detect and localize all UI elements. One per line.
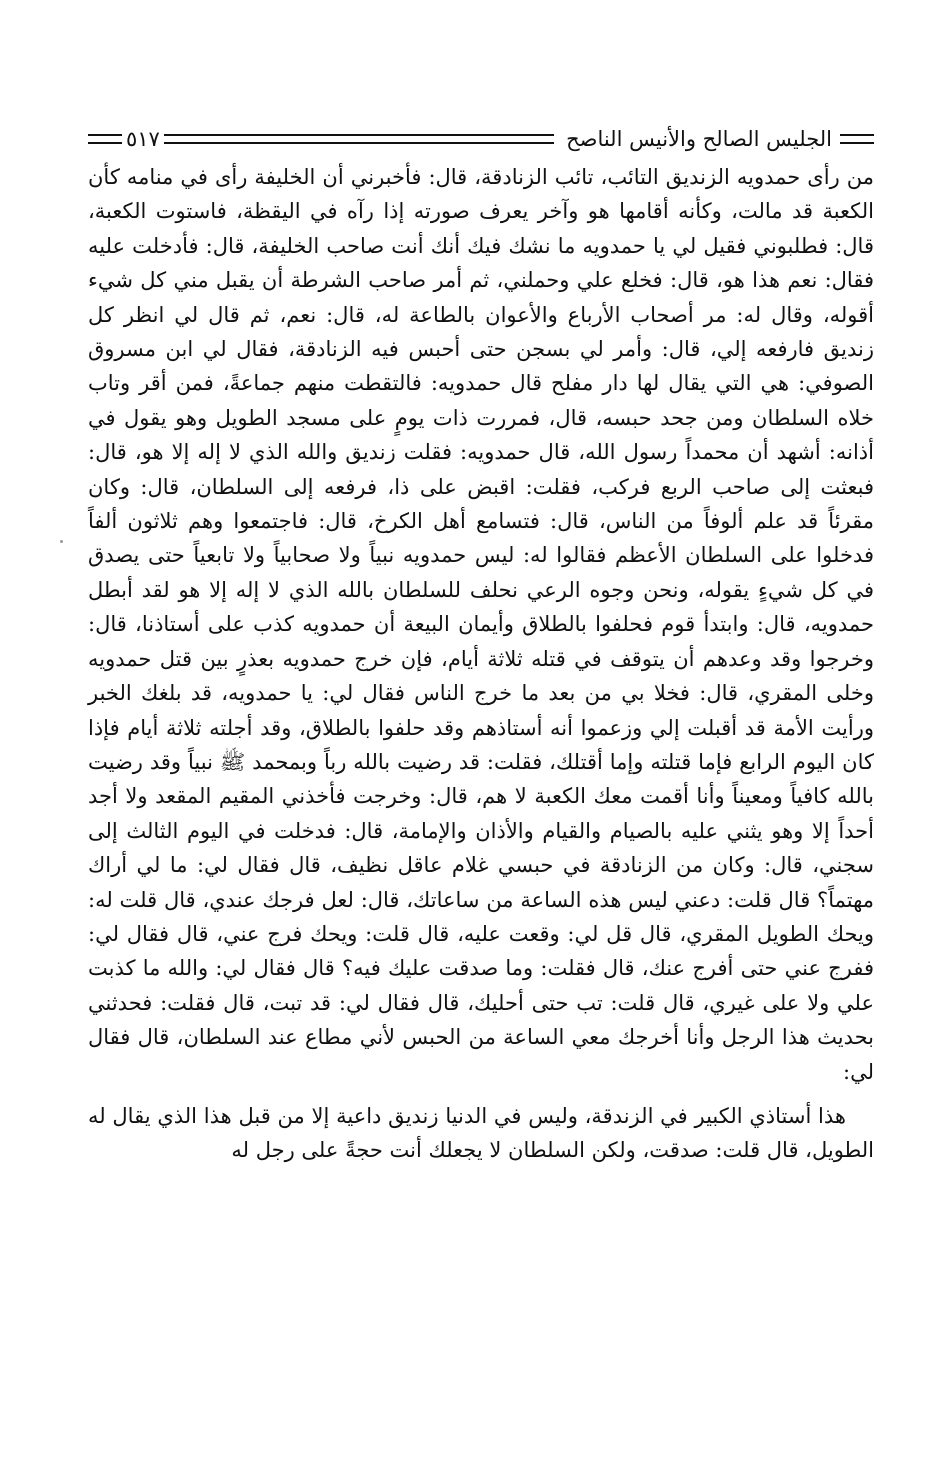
running-title: الجليس الصالح والأنيس الناصح	[566, 127, 832, 151]
header-rule-middle	[164, 134, 554, 144]
body-paragraph-1: من رأى حمدويه الزنديق التائب، تائب الزنادقة، قال: فأخبرني أن الخليفة رأى في منامه كأن الكعبة قد مالت، وكأنه أقامها هو وآخر يعرف صورته إذا رآه في اليقظة، فاستوت الكعبة، قال: فطلبوني فقيل لي يا حمدويه ما نشك فيك أنك أنت صاحب الخليفة، قال: فأدخلت عليه فقال: نعم هذا هو، قال: فخلع علي وحملني، ثم أمر صاحب الشرطة أن يقبل مني كل شيء أقوله، وقال له: مر أصحاب الأرباع والأعوان بالطاعة له، قال: نعم، ثم قال لي انظر كل زنديق فارفعه إلي، قال: وأمر لي بسجن حتى أحبس فيه الزنادقة، فقال لي ابن مسروق الصوفي: هي التي يقال لها دار مفلح قال حمدويه: فالتقطت منهم جماعةً، فمن أقر وتاب خلاه السلطان ومن جحد حبسه، قال، فمررت ذات يومٍ على مسجد الطويل وهو يقول في أذانه: أشهد أن محمداً رسول الله، قال حمدويه: فقلت زنديق والله الذي لا إله إلا هو، قال: فبعثت إلى صاحب الربع فركب، فقلت: اقبض على ذا، فرفعه إلى السلطان، قال: وكان مقرئاً قد علم ألوفاً من الناس، قال: فتسامع أهل الكرخ، قال: فاجتمعوا وهم ثلاثون ألفاً فدخلوا على السلطان الأعظم فقالوا له: ليس حمدويه نبياً ولا صحابياً ولا تابعياً حتى يصدق في كل شيءٍ يقوله، ونحن وجوه الرعي نحلف للسلطان بالله الذي لا إله إلا هو لقد أبطل حمدويه، قال: وابتدأ قوم فحلفوا بالطلاق وأيمان البيعة أن حمدويه كذب على أستاذنا، قال: وخرجوا وقد وعدهم أن يتوقف في قتله ثلاثة أيام، فإن خرج حمدويه بعذرٍ بين قتل حمدويه وخلى المقري، قال: فخلا بي من بعد ما خرج الناس فقال لي: يا حمدويه، قد بلغك الخبر ورأيت الأمة قد أقبلت إلي وزعموا أنه أستاذهم وقد حلفوا بالطلاق، وقد أجلته ثلاثة أيام فإذا كان اليوم الرابع فإما قتلته وإما أقتلك، فقلت: قد رضيت بالله رباً وبمحمد ﷺ نبياً وقد رضيت بالله كافياً ومعيناً وأنا أقمت معك الكعبة لا هم، قال: وخرجت فأخذني المقيم المقعد ولا أجد أحداً إلا وهو يثني عليه بالصيام والقيام والأذان والإمامة، قال: فدخلت في اليوم الثالث إلى سجني، قال: وكان من الزنادقة في حبسي غلام عاقل نظيف، قال فقال لي: ما لي أراك مهتماً؟ قال قلت: دعني ليس هذه الساعة من ساعاتك، قال: لعل فرجك عندي، قال قلت له: ويحك الطويل المقري، قال قل لي: وقعت عليه، قال قلت: ويحك فرج عني، قال فقال لي: ففرج عني حتى أفرج عنك، قال فقلت: وما صدقت عليك فيه؟ قال فقال لي: والله ما كذبت علي ولا على غيري، قال قلت: تب حتى أحليك، قال فقال لي: قد تبت، قال فقلت: فحدثني بحديث هذا الرجل وأنا أخرجك معي الساعة من الحبس لأني مطاع عند السلطان، قال فقال لي:	[88, 165, 874, 1084]
running-header	[88, 118, 874, 160]
page-number: ٥١٧	[126, 127, 160, 151]
book-page	[88, 118, 874, 1168]
header-rule-right	[840, 134, 874, 144]
header-rule-left	[88, 134, 122, 144]
body-paragraph-2: هذا أستاذي الكبير في الزندقة، وليس في الدنيا زنديق داعية إلا من قبل هذا الذي يقال له الطويل، قال قلت: صدقت، ولكن السلطان لا يجعلك أنت حجةً على رجل له	[88, 1103, 874, 1163]
margin-speck	[60, 540, 63, 543]
